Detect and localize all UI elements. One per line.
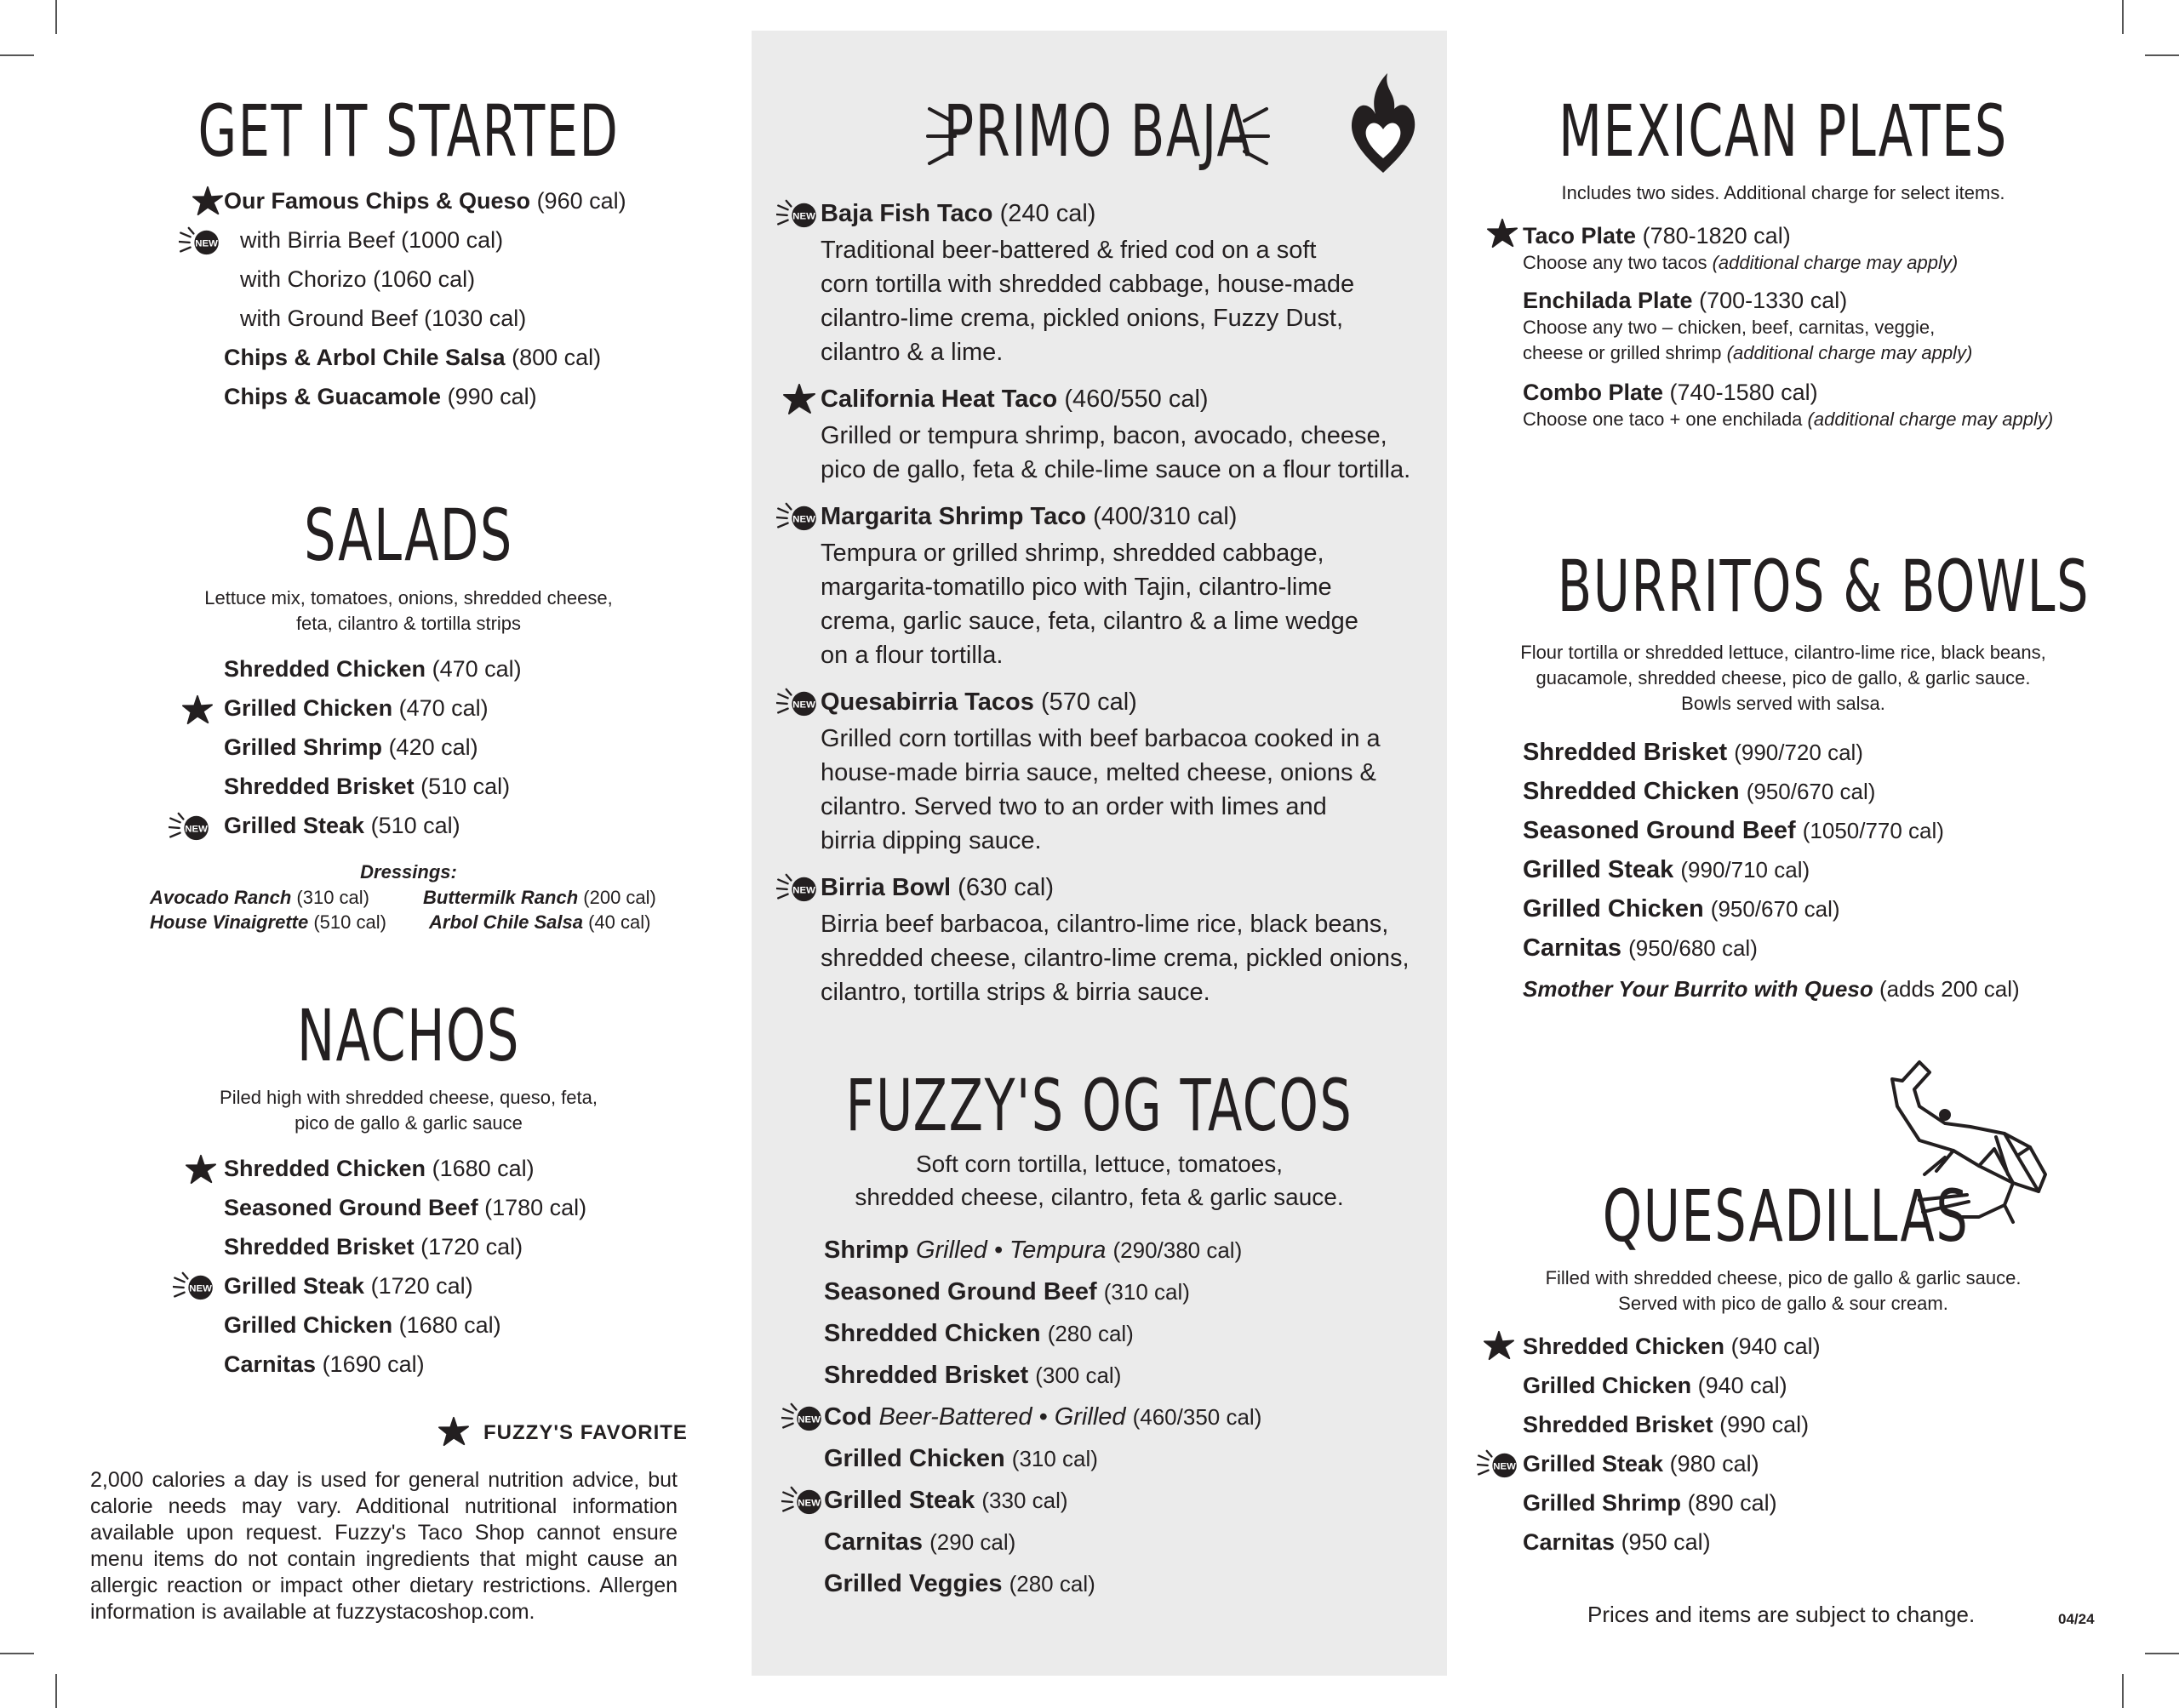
menu-item: Carnitas (950/680 cal) [1523, 934, 1758, 962]
menu-item: Grilled Chicken (950/670 cal) [1523, 895, 1840, 923]
menu-item: with Birria Beef (1000 cal) [240, 227, 504, 253]
primo-baja-title: PRIMO BAJA [943, 89, 1253, 173]
menu-item: Seasoned Ground Beef (1780 cal) [224, 1195, 587, 1220]
menu-item: Chips & Guacamole (990 cal) [224, 384, 537, 409]
fuzzys-favorite-legend: FUZZY'S FAVORITE [483, 1421, 688, 1444]
menu-item: Grilled Shrimp (420 cal) [224, 734, 478, 760]
new-badge-icon [776, 873, 819, 904]
menu-item: Shredded Chicken (470 cal) [224, 656, 522, 682]
new-badge-icon [776, 688, 819, 718]
menu-item: Grilled Steak (330 cal) [824, 1487, 1068, 1514]
new-badge-icon [781, 1486, 824, 1517]
edition-code: 04/24 [2058, 1611, 2095, 1627]
menu-item: Grilled Chicken (940 cal) [1523, 1373, 1787, 1398]
mexican-plates-subtitle: Includes two sides. Additional charge for select items. [1561, 182, 2005, 203]
menu-item: Shredded Chicken (280 cal) [824, 1320, 1134, 1347]
dressing-item: Buttermilk Ranch (200 cal) [423, 887, 656, 908]
dressing-item: Arbol Chile Salsa (40 cal) [429, 911, 651, 933]
og-tacos-subtitle: Soft corn tortilla, lettuce, tomatoes, shredded cheese, cilantro, feta & garlic sauce. [855, 1151, 1344, 1210]
menu-item: Grilled Veggies (280 cal) [824, 1570, 1095, 1597]
menu-item-description: Choose any two tacos (additional charge may apply) [1523, 252, 1959, 273]
title-accent-icon [1236, 102, 1270, 170]
menu-item-description: Traditional beer-battered & fried cod on a soft corn tortilla with shredded cabbage, house-made cilantro-lime crema, pickled onions, Fuzzy Dust, cilantro & a lime. [821, 237, 1355, 366]
menu-item-description: cheese or grilled shrimp (additional charge may apply) [1523, 342, 1973, 363]
menu-item: Grilled Steak (980 cal) [1523, 1451, 1759, 1477]
star-icon [181, 694, 214, 725]
crop-mark [55, 0, 57, 34]
star-icon [185, 1154, 217, 1185]
star-icon [438, 1416, 470, 1447]
menu-item: with Ground Beef (1030 cal) [240, 306, 527, 331]
crop-mark [0, 1653, 34, 1654]
menu-item: Shredded Brisket (990 cal) [1523, 1412, 1810, 1437]
quesadillas-title: QUESADILLAS [1602, 1174, 1970, 1258]
menu-item: Shredded Brisket (1720 cal) [224, 1234, 523, 1260]
nachos-subtitle: Piled high with shredded cheese, queso, feta, pico de gallo & garlic sauce [220, 1087, 598, 1134]
menu-item: Seasoned Ground Beef (1050/770 cal) [1523, 817, 1944, 844]
menu-item: Carnitas (1690 cal) [224, 1351, 425, 1377]
new-badge-icon [1477, 1449, 1519, 1480]
menu-item: Combo Plate (740-1580 cal) [1523, 380, 1818, 405]
menu-item: Grilled Steak (1720 cal) [224, 1273, 473, 1299]
star-icon [782, 383, 816, 415]
new-badge-icon [776, 502, 819, 533]
menu-item: Margarita Shrimp Taco (400/310 cal) [821, 503, 1238, 530]
burritos-bowls-title: BURRITOS & BOWLS [1557, 545, 2090, 628]
og-tacos-title: FUZZY'S OG TACOS [845, 1064, 1353, 1147]
footer-note: Prices and items are subject to change. [1587, 1602, 1976, 1627]
menu-item: Our Famous Chips & Queso (960 cal) [224, 188, 626, 214]
crop-mark [2145, 54, 2179, 56]
menu-item: Grilled Chicken (1680 cal) [224, 1312, 501, 1338]
menu-item: with Chorizo (1060 cal) [240, 266, 476, 292]
menu-item: Carnitas (950 cal) [1523, 1529, 1711, 1555]
flame-heart-icon [1345, 66, 1421, 177]
dressing-item: House Vinaigrette (510 cal) [150, 911, 386, 933]
new-badge-icon [173, 1271, 215, 1302]
crop-mark [0, 54, 34, 56]
menu-item: Shrimp Grilled • Tempura (290/380 cal) [824, 1237, 1243, 1264]
menu-item: Chips & Arbol Chile Salsa (800 cal) [224, 345, 602, 370]
menu-item-description: Grilled corn tortillas with beef barbacoa cooked in a house-made birria sauce, melted cheese, onions & cilantro. Served two to an order with limes and birria dipping sauce. [821, 725, 1381, 854]
smother-option: Smother Your Burrito with Queso (adds 200 cal) [1523, 976, 2020, 1002]
menu-item-description: Choose any two – chicken, beef, carnitas, veggie, [1523, 317, 1936, 338]
menu-item-description: Choose one taco + one enchilada (additional charge may apply) [1523, 408, 2054, 430]
crop-mark [2122, 1674, 2124, 1708]
new-badge-icon [781, 1402, 824, 1433]
menu-item: Shredded Chicken (1680 cal) [224, 1156, 535, 1181]
menu-item: Grilled Shrimp (890 cal) [1523, 1490, 1777, 1516]
menu-item: Carnitas (290 cal) [824, 1528, 1016, 1556]
get-it-started-title: GET IT STARTED [197, 89, 620, 173]
menu-item-description: Grilled or tempura shrimp, bacon, avocado, cheese, pico de gallo, feta & chile-lime sauce on a flour tortilla. [821, 422, 1411, 483]
menu-item: Baja Fish Taco (240 cal) [821, 200, 1096, 227]
menu-item: Birria Bowl (630 cal) [821, 874, 1054, 901]
star-icon [1483, 1330, 1515, 1361]
menu-item: Shredded Brisket (990/720 cal) [1523, 739, 1863, 766]
menu-item: Seasoned Ground Beef (310 cal) [824, 1278, 1190, 1305]
crop-mark [2122, 0, 2124, 34]
nutrition-disclaimer: 2,000 calories a day is used for general nutrition advice, but calorie needs may vary. Additional nutritional information available upon request. Fuzzy's Taco Shop cannot ensure menu items do not contain ingredients that might cause an allergic reaction or impact other dietary restrictions. Allergen information is available at fuzzystacoshop.com. [90, 1468, 678, 1624]
quesadillas-subtitle: Filled with shredded cheese, pico de gallo & garlic sauce. Served with pico de gallo & sour cream. [1545, 1267, 2022, 1314]
menu-item: Shredded Brisket (300 cal) [824, 1362, 1122, 1389]
new-badge-icon [179, 226, 221, 257]
burritos-bowls-subtitle: Flour tortilla or shredded lettuce, cilantro-lime rice, black beans, guacamole, shredded cheese, pico de gallo, & garlic sauce. Bowls served with salsa. [1520, 642, 2046, 714]
mexican-plates-title: MEXICAN PLATES [1558, 89, 2008, 173]
menu-item: Grilled Steak (510 cal) [224, 813, 460, 838]
crop-mark [55, 1674, 57, 1708]
menu-item-description: Tempura or grilled shrimp, shredded cabbage, margarita-tomatillo pico with Tajin, cilantro-lime crema, garlic sauce, feta, cilantro & a lime wedge on a flour tortilla. [821, 540, 1358, 669]
nachos-title: NACHOS [297, 994, 520, 1077]
menu-item: Shredded Chicken (940 cal) [1523, 1334, 1821, 1359]
menu-item: Shredded Brisket (510 cal) [224, 774, 511, 799]
dressings-label: Dressings: [360, 861, 457, 883]
star-icon [1486, 218, 1518, 248]
menu-item-description: Birria beef barbacoa, cilantro-lime rice, black beans, shredded cheese, cilantro-lime crema, pickled onions, cilantro, tortilla strips & birria sauce. [821, 911, 1410, 1006]
menu-item: Grilled Chicken (310 cal) [824, 1445, 1098, 1472]
dressing-item: Avocado Ranch (310 cal) [150, 887, 369, 908]
menu-item: Grilled Chicken (470 cal) [224, 695, 489, 721]
menu-item: Taco Plate (780-1820 cal) [1523, 223, 1791, 248]
salads-title: SALADS [304, 494, 513, 577]
new-badge-icon [169, 812, 211, 843]
menu-item: Shredded Chicken (950/670 cal) [1523, 778, 1876, 805]
menu-item: Cod Beer-Battered • Grilled (460/350 cal) [824, 1403, 1262, 1431]
salads-subtitle: Lettuce mix, tomatoes, onions, shredded cheese, feta, cilantro & tortilla strips [204, 587, 613, 634]
menu-item: Quesabirria Tacos (570 cal) [821, 688, 1137, 716]
new-badge-icon [776, 199, 819, 230]
crop-mark [2145, 1653, 2179, 1654]
star-icon [192, 186, 224, 216]
menu-item: Grilled Steak (990/710 cal) [1523, 856, 1810, 883]
menu-item: California Heat Taco (460/550 cal) [821, 386, 1209, 413]
menu-item: Enchilada Plate (700-1330 cal) [1523, 288, 1848, 313]
